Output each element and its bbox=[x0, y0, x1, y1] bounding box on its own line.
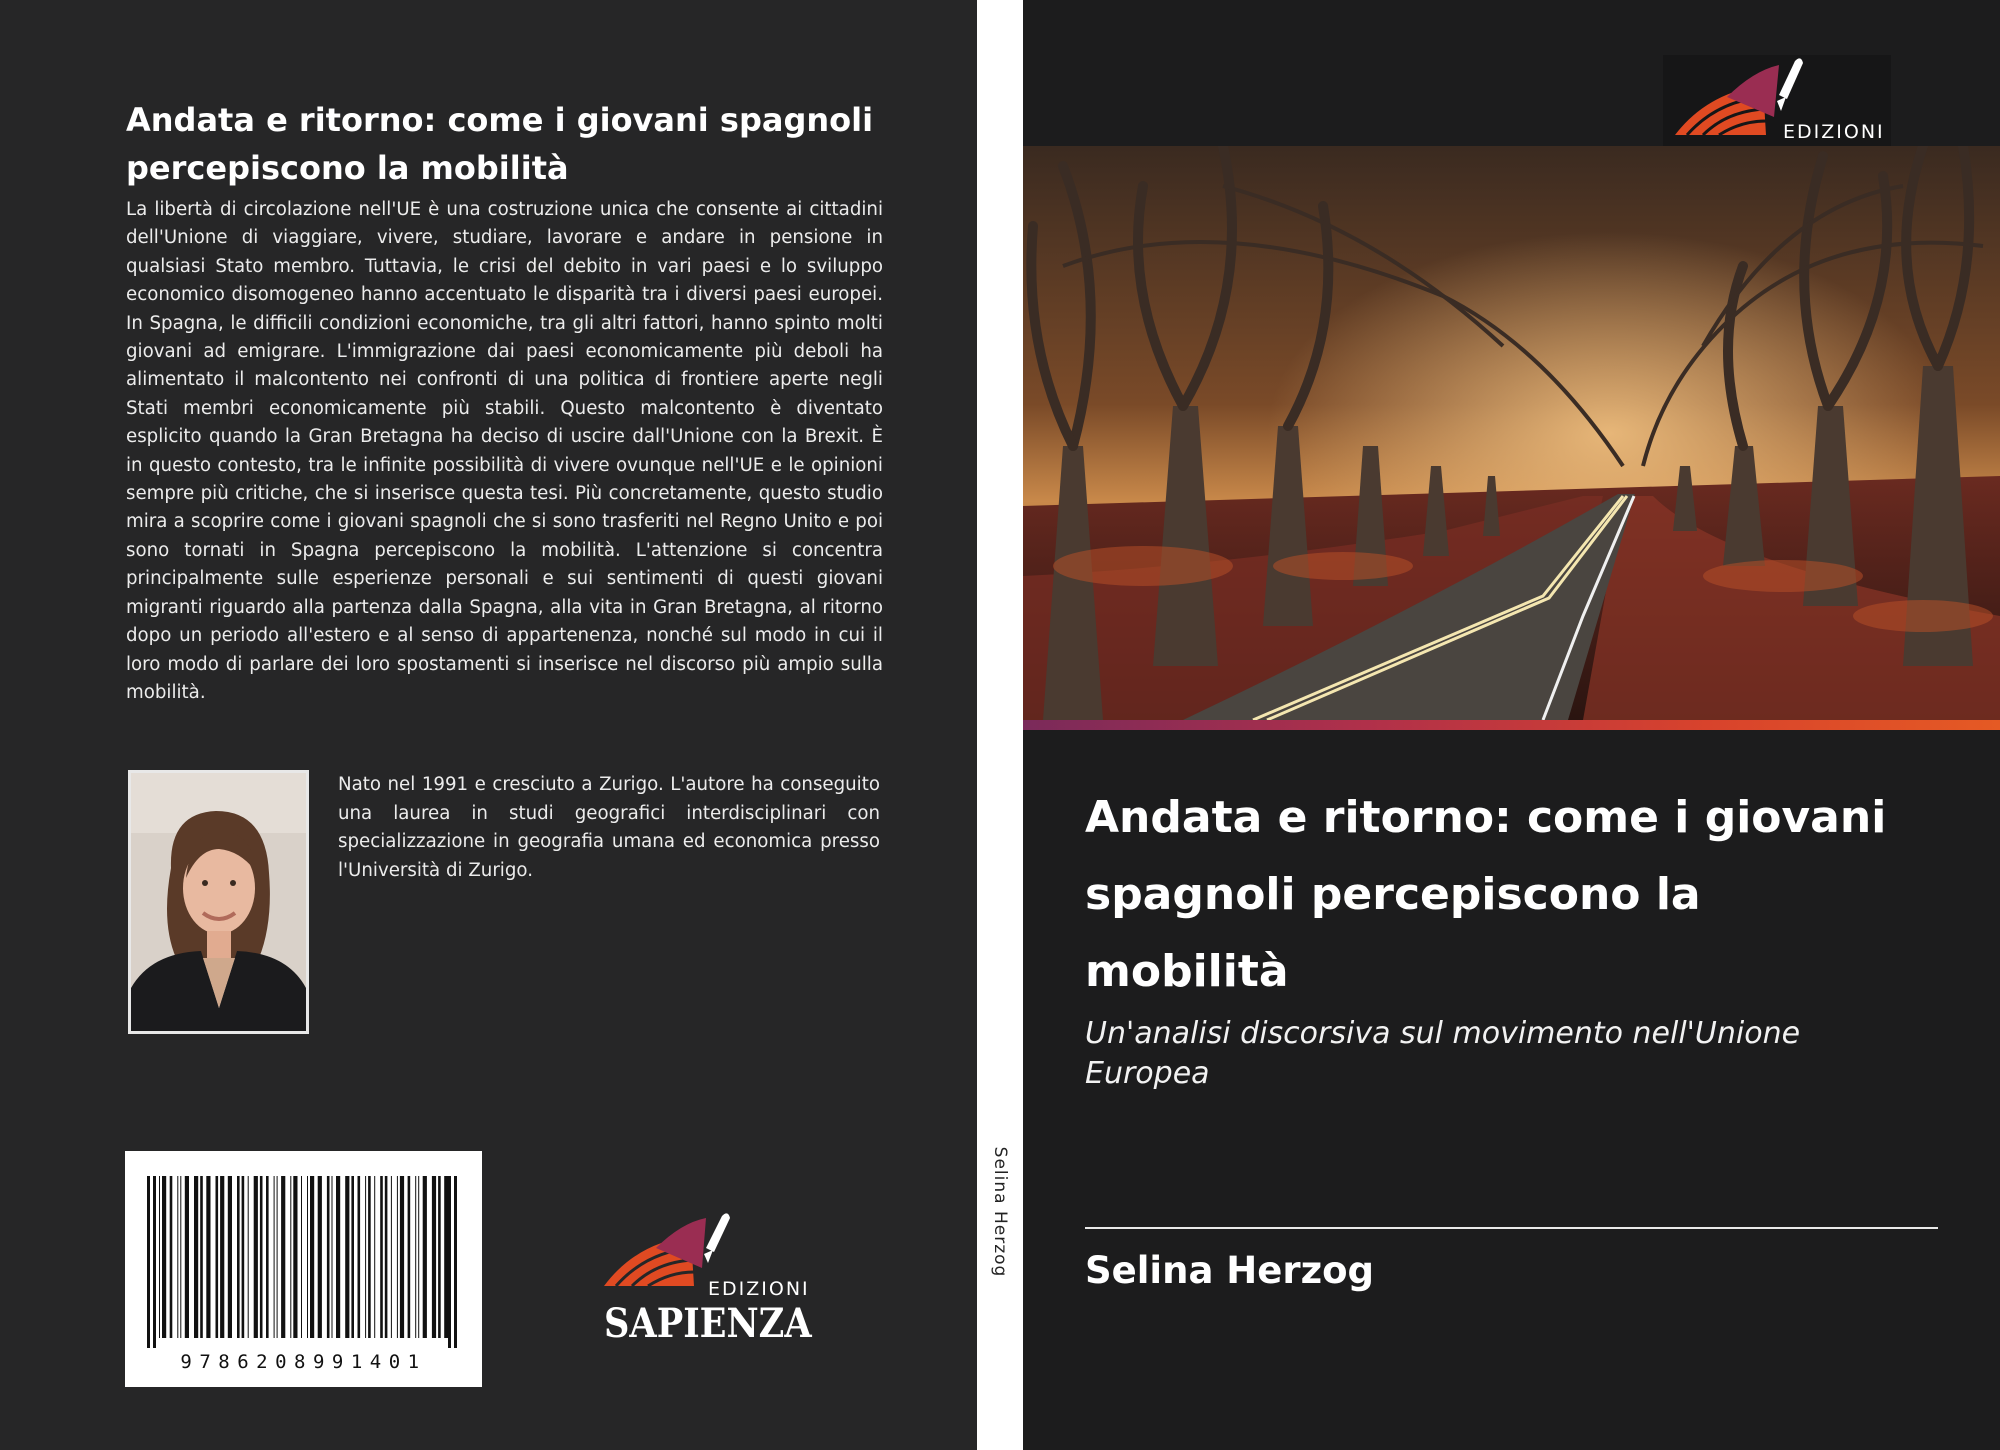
isbn-digits: 9786208991401 bbox=[180, 1351, 427, 1373]
barcode-bar bbox=[266, 1176, 269, 1338]
barcode-bar bbox=[345, 1176, 349, 1338]
barcode-bars bbox=[125, 1151, 482, 1351]
barcode-bar bbox=[177, 1176, 178, 1338]
barcode-bar bbox=[281, 1176, 285, 1338]
barcode-bar bbox=[444, 1176, 448, 1338]
barcode-bar bbox=[293, 1176, 297, 1338]
barcode-bar bbox=[260, 1176, 263, 1338]
divider-line bbox=[1085, 1227, 1938, 1229]
barcode-bar bbox=[408, 1176, 411, 1338]
back-publisher-logo bbox=[596, 1208, 816, 1348]
author-portrait bbox=[131, 773, 306, 1031]
barcode-bar bbox=[380, 1176, 383, 1338]
cover-photo-tree-lined-road bbox=[1023, 146, 2000, 720]
author-photo bbox=[128, 770, 309, 1034]
road-illustration bbox=[1023, 146, 2000, 720]
author-bio: Nato nel 1991 e cresciuto a Zurigo. L'autore ha conseguito una laurea in studi geografici interdisciplinari con specializzazione in geografia umana ed economica presso l'Università di Zurigo. bbox=[338, 774, 880, 881]
logo-edizioni-text: EDIZIONI bbox=[1783, 121, 1885, 143]
barcode-bar bbox=[220, 1176, 224, 1338]
barcode-bar bbox=[180, 1176, 181, 1338]
barcode-bar bbox=[307, 1176, 308, 1338]
barcode-bar bbox=[248, 1176, 249, 1338]
barcode-bar bbox=[397, 1176, 398, 1338]
front-cover-author: Selina Herzog bbox=[1085, 1249, 1375, 1292]
back-cover-blurb: La libertà di circolazione nell'UE è una costruzione unica che consente ai cittadini dell'Unione di viaggiare, vivere, studiare, lavorare e andare in pensione in qualsiasi Stato membro. Tuttavia, le crisi del debito in vari paesi e lo sviluppo economico disomogeneo hanno accentuato le disparità tra i diversi paesi europei. In Spagna, le difficili condizioni economiche, tra gli altri fattori, hanno spinto molti giovani ad emigrare. L'immigrazione dai paesi economicamente più deboli ha alimentato il malcontento nei confronti di una politica di frontiere aperte negli Stati membri economicamente più stabili. Questo malcontento è diventato esplicito quando la Gran Bretagna ha deciso di uscire dall'Unione con la Brexit. È in questo contesto, tra le infinite possibilità di vivere ovunque nell'UE e le opinioni sempre più critiche, che si inserisce questa tesi. Più concretamente, questo studio mira a scoprire come i giovani spagnoli che si sono trasferiti nel Regno Unito e poi sono tornati in Spagna percepiscono la mobilità. L'attenzione si concentra principalmente sulle esperienze personali e sui sentimenti di questi giovani migranti riguardo alla partenza dalla Spagna, alla vita in Gran Bretagna, al ritorno dopo un periodo all'estero e al senso di appartenenza, nonché sul modo in cui il loro modo di parlare dei loro spostamenti si inserisce nel discorso più ampio sulla mobilità. bbox=[126, 199, 883, 703]
barcode-bar bbox=[318, 1176, 322, 1338]
barcode-bar bbox=[432, 1176, 436, 1338]
barcode-bar bbox=[159, 1176, 160, 1338]
spine-author: Selina Herzog bbox=[990, 1146, 1010, 1278]
barcode-bar bbox=[415, 1176, 416, 1338]
barcode-bar bbox=[310, 1176, 314, 1338]
logo-edizioni-text: EDIZIONI bbox=[708, 1278, 810, 1300]
cover-accent-stripe bbox=[1023, 720, 2000, 730]
barcode-bar bbox=[237, 1176, 240, 1338]
barcode-bar bbox=[418, 1176, 419, 1338]
barcode-bar bbox=[423, 1176, 427, 1338]
isbn-barcode bbox=[125, 1151, 482, 1387]
front-cover-subtitle: Un'analisi discorsiva sul movimento nell'Unione Europea bbox=[1085, 1016, 1801, 1091]
barcode-bar bbox=[290, 1176, 291, 1338]
barcode-bar bbox=[351, 1176, 354, 1338]
front-cover-title: Andata e ritorno: come i giovani spagnoli percepiscono la mobilità bbox=[1085, 792, 1887, 997]
barcode-bar bbox=[391, 1176, 392, 1338]
barcode-bar bbox=[374, 1176, 375, 1338]
barcode-bar bbox=[400, 1176, 404, 1338]
barcode-bar bbox=[332, 1176, 333, 1338]
barcode-bar bbox=[185, 1176, 189, 1338]
barcode-bar bbox=[170, 1176, 173, 1338]
fan-pen-icon bbox=[596, 1208, 816, 1288]
barcode-bar bbox=[200, 1176, 203, 1338]
barcode-bar bbox=[368, 1176, 371, 1338]
logo-sapienza-text: SAPIENZA bbox=[604, 1300, 812, 1347]
barcode-bar bbox=[216, 1176, 219, 1338]
barcode-guard-bar bbox=[147, 1176, 150, 1348]
back-cover-title: Andata e ritorno: come i giovani spagnoli percepiscono la mobilità bbox=[126, 101, 874, 187]
barcode-bar bbox=[438, 1176, 441, 1338]
barcode-bar bbox=[301, 1176, 302, 1338]
barcode-bar bbox=[274, 1176, 275, 1338]
barcode-guard-bar bbox=[153, 1176, 156, 1348]
barcode-bar bbox=[277, 1176, 278, 1338]
barcode-bar bbox=[327, 1176, 330, 1338]
barcode-guard-bar bbox=[448, 1176, 451, 1348]
barcode-bar bbox=[242, 1176, 245, 1338]
barcode-bar bbox=[336, 1176, 340, 1338]
barcode-guard-bar bbox=[454, 1176, 457, 1348]
barcode-bar bbox=[162, 1176, 166, 1338]
barcode-bar bbox=[358, 1176, 361, 1338]
barcode-bar bbox=[365, 1176, 366, 1338]
barcode-bar bbox=[206, 1176, 210, 1338]
barcode-bar bbox=[228, 1176, 232, 1338]
barcode-bar bbox=[194, 1176, 198, 1338]
barcode-bar bbox=[385, 1176, 388, 1338]
barcode-bar bbox=[254, 1176, 258, 1338]
